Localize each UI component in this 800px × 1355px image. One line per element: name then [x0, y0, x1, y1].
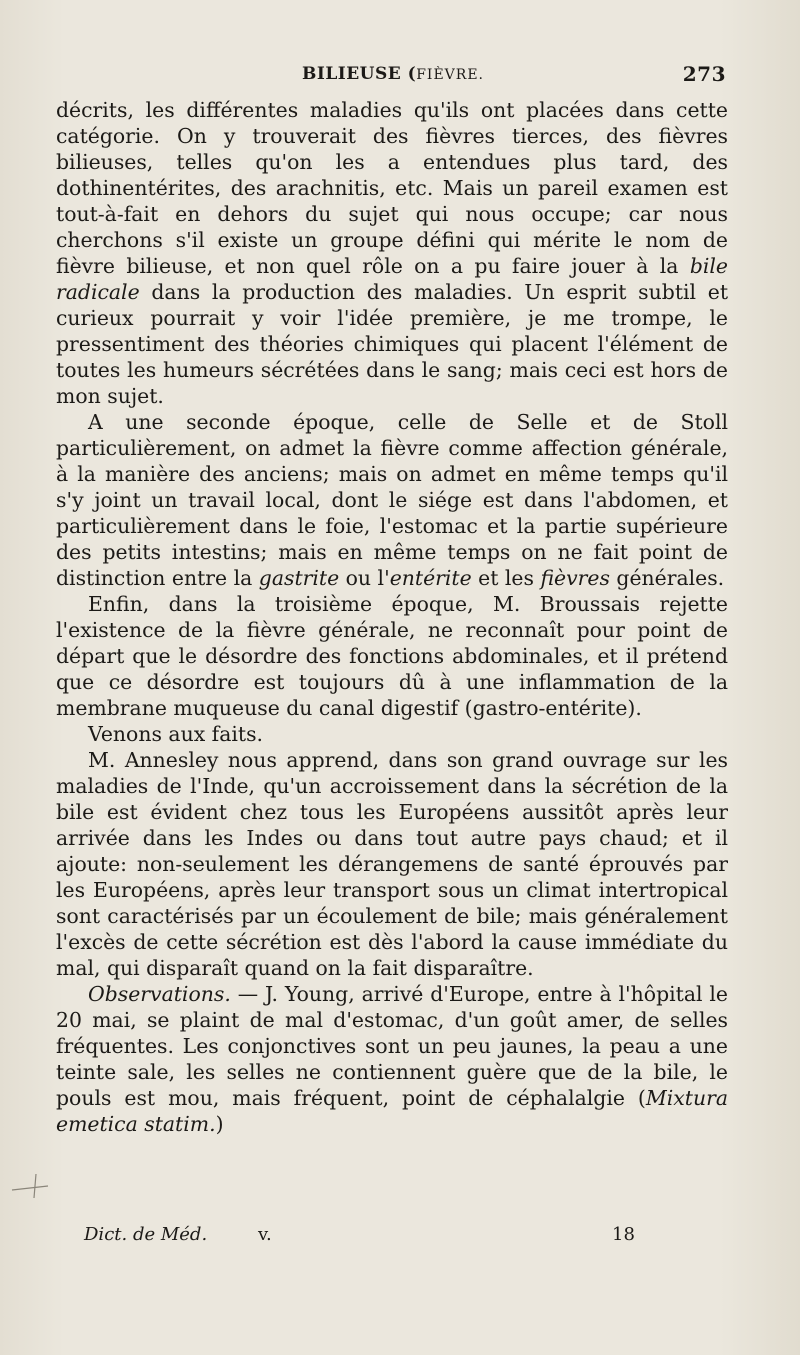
prescription: Mixtura emetica statim.	[56, 1086, 728, 1136]
paragraph-6: Observations. — J. Young, arrivé d'Europe, entre à l'hôpital le 20 mai, se plaint de mal d'estomac, d'un goût amer, de selles fréquentes. Les conjonctives sont un peu jaunes, la peau a une teinte sale, les selles ne contiennent guère que de la bile, le pouls est mou, mais fréquent, point de céphalalgie (Mixtura emetica statim.)	[56, 982, 728, 1136]
page-header	[56, 60, 726, 90]
footer-signature: 18	[612, 1224, 635, 1245]
italic-phrase: fièvres	[540, 566, 610, 590]
margin-pencil-mark	[10, 1170, 50, 1200]
observations-label: Observations.	[88, 982, 231, 1006]
italic-phrase: entérite	[389, 566, 472, 590]
footer-dict: Dict. de Méd.	[84, 1224, 208, 1245]
paragraph-4: Venons aux faits.	[88, 722, 264, 746]
italic-phrase: bile radicale	[56, 254, 728, 304]
running-title: BILIEUSE (FIÈVRE.	[302, 64, 485, 84]
page-footer	[84, 1224, 644, 1245]
paragraph-3: Enfin, dans la troisième époque, M. Broussais rejette l'existence de la fièvre générale, ne reconnaît pour point de départ que le désordre des fonctions abdominales, et il prétend que ce désordre est toujours dû à une inflammation de la membrane muqueuse du canal digestif (gastro-entérite).	[56, 592, 728, 720]
footer-volume: v.	[258, 1224, 272, 1245]
body-text	[56, 97, 728, 1137]
paragraph-1: décrits, les différentes maladies qu'ils ont placées dans cette catégorie. On y trouverait des fièvres tierces, des fièvres bilieuses, telles qu'on les a entendues plus tard, des dothinentérites, des arachnitis, etc. Mais un pareil examen est tout-à-fait en dehors du sujet qui nous occupe; car nous cherchons s'il existe un groupe défini qui mérite le nom de fièvre bilieuse, et non quel rôle on a pu faire jouer à la bile radicale dans la production des maladies. Un esprit subtil et curieux pourrait y voir l'idée première, je me trompe, le pressentiment des théories chimiques qui placent l'élément de toutes les humeurs sécrétées dans le sang; mais ceci est hors de mon sujet.	[56, 98, 729, 408]
page-number: 273	[682, 62, 726, 86]
paragraph-2: A une seconde époque, celle de Selle et de Stoll particulièrement, on admet la fièvre comme affection générale, à la manière des anciens; mais on admet en même temps qu'il s'y joint un travail local, dont le siége est dans l'abdomen, et particulièrement dans le foie, l'estomac et la partie supérieure des petits intestins; mais en même temps on ne fait point de distinction entre la gastrite ou l'entérite et les fièvres générales.	[56, 410, 728, 590]
italic-phrase: gastrite	[258, 566, 340, 590]
paragraph-5: M. Annesley nous apprend, dans son grand ouvrage sur les maladies de l'Inde, qu'un accroissement dans la sécrétion de la bile est évident chez tous les Européens aussitôt après leur arrivée dans les Indes ou dans tout autre pays chaud; et il ajoute: non-seulement les dérangemens de santé éprouvés par les Européens, après leur transport sous un climat intertropical sont caractérisés par un écoulement de bile; mais généralement l'excès de cette sécrétion est dès l'abord la cause immédiate du mal, qui disparaît quand on la fait disparaître.	[56, 748, 728, 980]
